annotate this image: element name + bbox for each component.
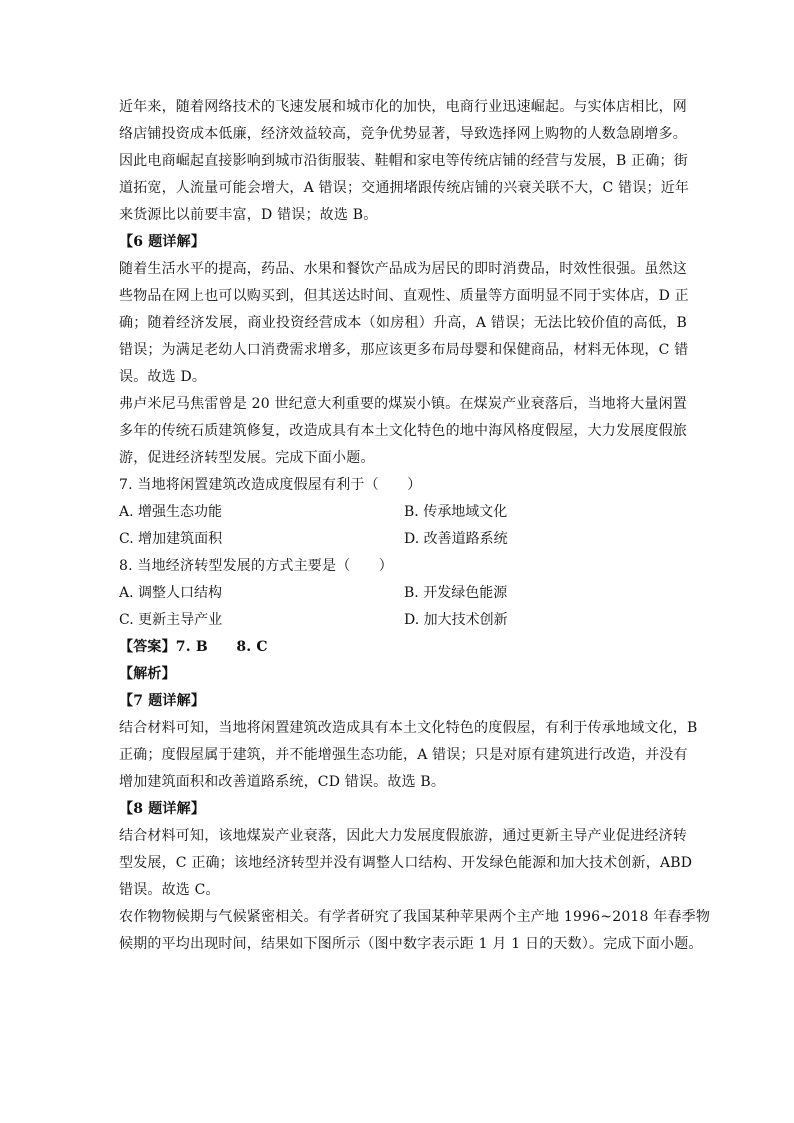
- text-line: 农作物物候期与气候紧密相关。有学者研究了我国某种苹果两个主产地 1996~2018 年春季物: [119, 909, 711, 925]
- section-heading: 【7 题详解】: [119, 693, 206, 709]
- option-text: D. 改善道路系统: [404, 531, 508, 547]
- section-heading: 【答案】7. B 8. C: [119, 639, 268, 655]
- text-line: 型发展，C 正确；该地经济转型并没有调整人口结构、开发绿色能源和加大技术创新，ABD: [119, 855, 693, 871]
- option-text: A. 增强生态功能: [119, 504, 223, 520]
- option-row: [119, 526, 687, 553]
- text-line: 错误；为满足老幼人口消费需求增多，那应该更多布局母婴和保健商品，材料无体现，C 错: [119, 342, 689, 358]
- option-text: C. 增加建筑面积: [119, 531, 223, 547]
- text-line: 道拓宽，人流量可能会增大，A 错误；交通拥堵跟传统店铺的兴衰关联不大，C 错误；近年: [119, 180, 690, 196]
- text-line: 错误。故选 C。: [119, 882, 220, 898]
- text-line: 多年的传统石质建筑修复，改造成具有本土文化特色的地中海风格度假屋，大力发展度假旅: [119, 423, 687, 439]
- option-text: A. 调整人口结构: [119, 585, 223, 601]
- section-heading: 【解析】: [119, 666, 176, 682]
- text-line: 随着生活水平的提高，药品、水果和餐饮产品成为居民的即时消费品，时效性很强。虽然这: [119, 261, 687, 277]
- text-line: 弗卢米尼马焦雷曾是 20 世纪意大利重要的煤炭小镇。在煤炭产业衰落后，当地将大量闲置: [119, 396, 687, 412]
- text-line: 候期的平均出现时间，结果如下图所示（图中数字表示距 1 月 1 日的天数）。完成下面小题。: [119, 936, 703, 952]
- text-line: 近年来，随着网络技术的飞速发展和城市化的加快，电商行业迅速崛起。与实体店相比，网: [119, 99, 687, 115]
- option-row: [119, 499, 687, 526]
- text-line: 增加建筑面积和改善道路系统，CD 错误。故选 B。: [119, 774, 446, 790]
- option-row: [119, 607, 687, 634]
- text-line: 些物品在网上也可以购买到，但其送达时间、直观性、质量等方面明显不同于实体店，D 正: [119, 288, 689, 304]
- text-line: 正确；度假屋属于建筑，并不能增强生态功能，A 错误；只是对原有建筑进行改造，并没有: [119, 747, 688, 763]
- option-text: B. 开发绿色能源: [404, 585, 508, 601]
- text-line: 确；随着经济发展，商业投资经营成本（如房租）升高，A 错误；无法比较价值的高低，B: [119, 315, 687, 331]
- option-text: C. 更新主导产业: [119, 612, 223, 628]
- text-line: 络店铺投资成本低廉，经济效益较高，竞争优势显著，导致选择网上购物的人数急剧增多。: [119, 126, 687, 142]
- text-line: 因此电商崛起直接影响到城市沿街服装、鞋帽和家电等传统店铺的经营与发展，B 正确；街: [119, 153, 688, 169]
- text-line: 游，促进经济转型发展。完成下面小题。: [119, 450, 375, 466]
- text-line: 误。故选 D。: [119, 369, 207, 385]
- text-line: 8. 当地经济转型发展的方式主要是（ ）: [119, 558, 394, 574]
- document-page: [119, 94, 711, 958]
- text-line: 结合材料可知，该地煤炭产业衰落，因此大力发展度假旅游，通过更新主导产业促进经济转: [119, 828, 687, 844]
- option-text: D. 加大技术创新: [404, 612, 508, 628]
- option-row: [119, 580, 687, 607]
- option-text: B. 传承地域文化: [404, 504, 508, 520]
- text-line: 7. 当地将闲置建筑改造成度假屋有利于（ ）: [119, 477, 422, 493]
- text-line: 来货源比以前要丰富，D 错误；故选 B。: [119, 207, 378, 223]
- section-heading: 【8 题详解】: [119, 801, 206, 817]
- text-line: 结合材料可知，当地将闲置建筑改造成具有本土文化特色的度假屋，有利于传承地域文化，B: [119, 720, 698, 736]
- section-heading: 【6 题详解】: [119, 234, 206, 250]
